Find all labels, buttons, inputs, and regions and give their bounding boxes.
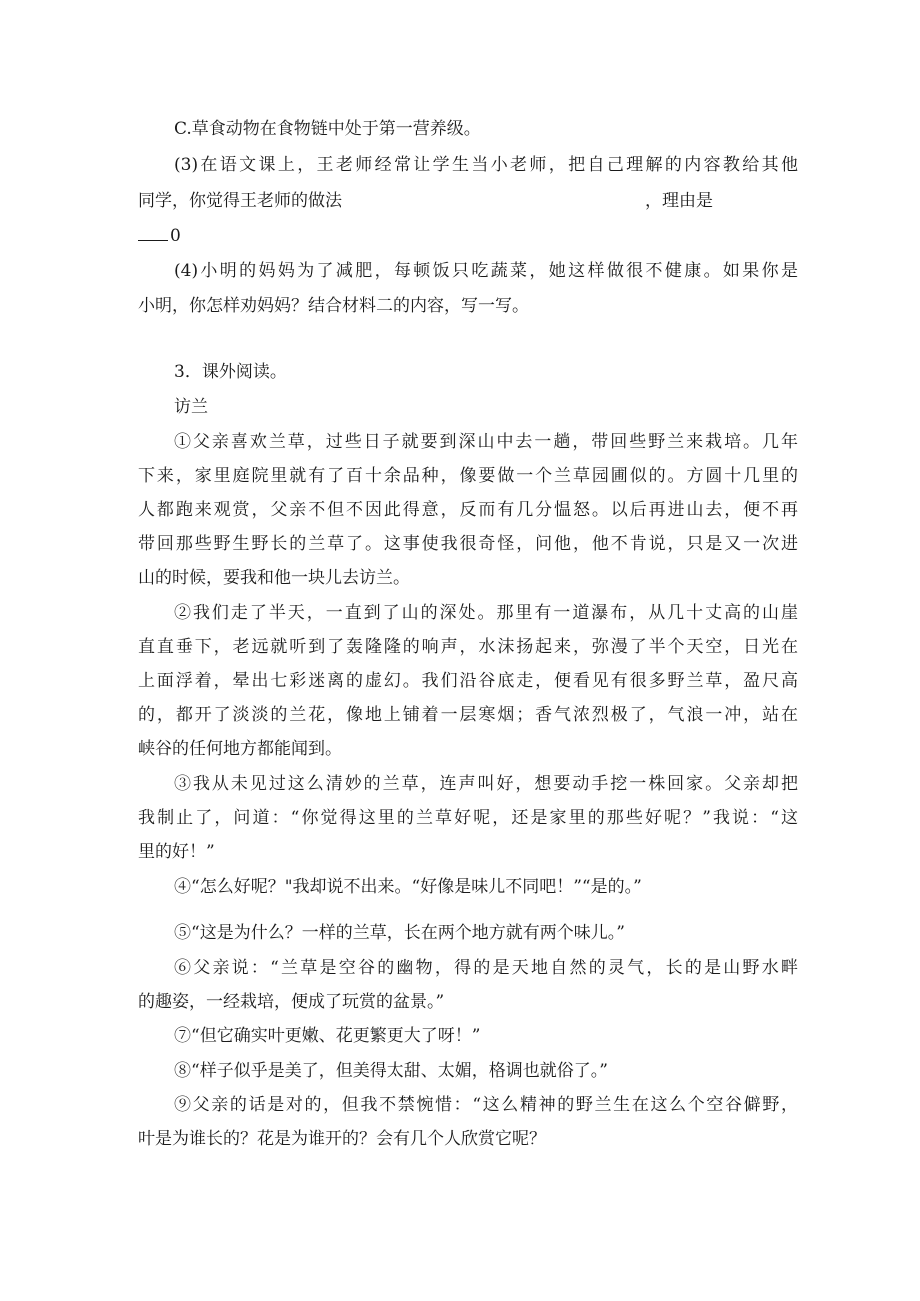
answer-blank-2[interactable] [138, 224, 168, 241]
p1-line-2: 下来，家里庭院里就有了百十余品种，像要做一个兰草园圃似的。方圆十几里的 [138, 466, 798, 486]
p1-line-3: 人都跑来观赏，父亲不但不因此得意，反而有几分愠怒。以后再进山去，便不再 [138, 500, 798, 520]
p3-line-1: ③我从未见过这么清妙的兰草，连声叫好，想要动手挖一株回家。父亲却把 [174, 774, 798, 794]
q3-line-1: (3)在语文课上，王老师经常让学生当小老师，把自己理解的内容教给其他 [174, 155, 798, 175]
p9-line-1: ⑨父亲的话是对的，但我不禁惋惜：“这么精神的野兰生在这么个空谷僻野， [174, 1095, 798, 1115]
p1-line-1: ①父亲喜欢兰草，过些日子就要到深山中去一趟，带回些野兰来栽培。几年 [174, 432, 798, 452]
passage-title: 访兰 [174, 397, 208, 417]
p5-line: ⑤“这是为什么？一样的兰草，长在两个地方就有两个味儿。” [174, 923, 625, 943]
q3-line-3-end: 0 [170, 226, 181, 246]
p6-line-1: ⑥父亲说：“兰草是空谷的幽物，得的是天地自然的灵气，长的是山野水畔 [174, 958, 798, 978]
p2-line-5: 峡谷的任何地方都能闻到。 [138, 739, 342, 759]
p2-line-4: 的，都开了淡淡的兰花，像地上铺着一层寒烟；香气浓烈极了，气浪一冲，站在 [138, 705, 798, 725]
q3-line-2-start: 同学，你觉得王老师的做法 [138, 191, 342, 211]
p4-line: ④“怎么好呢？"我却说不出来。“好像是味儿不同吧！”“是的。” [174, 877, 642, 897]
q4-line-1: (4)小明的妈妈为了减肥，每顿饭只吃蔬菜，她这样做很不健康。如果你是 [174, 261, 798, 281]
p2-line-1: ②我们走了半天，一直到了山的深处。那里有一道瀑布，从几十丈高的山崖 [174, 603, 798, 623]
p1-line-4: 带回那些野生野长的兰草了。这事使我很奇怪，问他，他不肯说，只是又一次进 [138, 534, 798, 554]
q3-line-3 [138, 224, 798, 248]
p9-line-2: 叶是为谁长的？花是为谁开的？会有几个人欣赏它呢？ [138, 1129, 546, 1149]
p3-line-3: 里的好！” [138, 842, 215, 862]
q3-line-2-end: ，理由是 [645, 191, 713, 211]
q4-line-2: 小明，你怎样劝妈妈？结合材料二的内容，写一写。 [138, 296, 529, 316]
p2-line-2: 直直垂下，老远就听到了轰隆隆的响声，水沫扬起来，弥漫了半个天空，日光在 [138, 637, 798, 657]
p8-line: ⑧“样子似乎是美了，但美得太甜、太媚，格调也就俗了。” [174, 1061, 608, 1081]
q3-line-2 [138, 189, 798, 213]
option-c: C.草食动物在食物链中处于第一营养级。 [174, 119, 481, 139]
p2-line-3: 上面浮着，晕出七彩迷离的虚幻。我们沿谷底走，便看见有很多野兰草，盈尺高 [138, 671, 798, 691]
p1-line-5: 山的时候，要我和他一块儿去访兰。 [138, 568, 410, 588]
p7-line: ⑦“但它确实叶更嫩、花更繁更大了呀！” [174, 1026, 481, 1046]
p3-line-2: 我制止了，问道：“你觉得这里的兰草好呢，还是家里的那些好呢？”我说：“这 [138, 808, 798, 828]
p6-line-2: 的趣姿，一经栽培，便成了玩赏的盆景。” [138, 992, 445, 1012]
section-3-heading: 3．课外阅读。 [174, 362, 287, 382]
